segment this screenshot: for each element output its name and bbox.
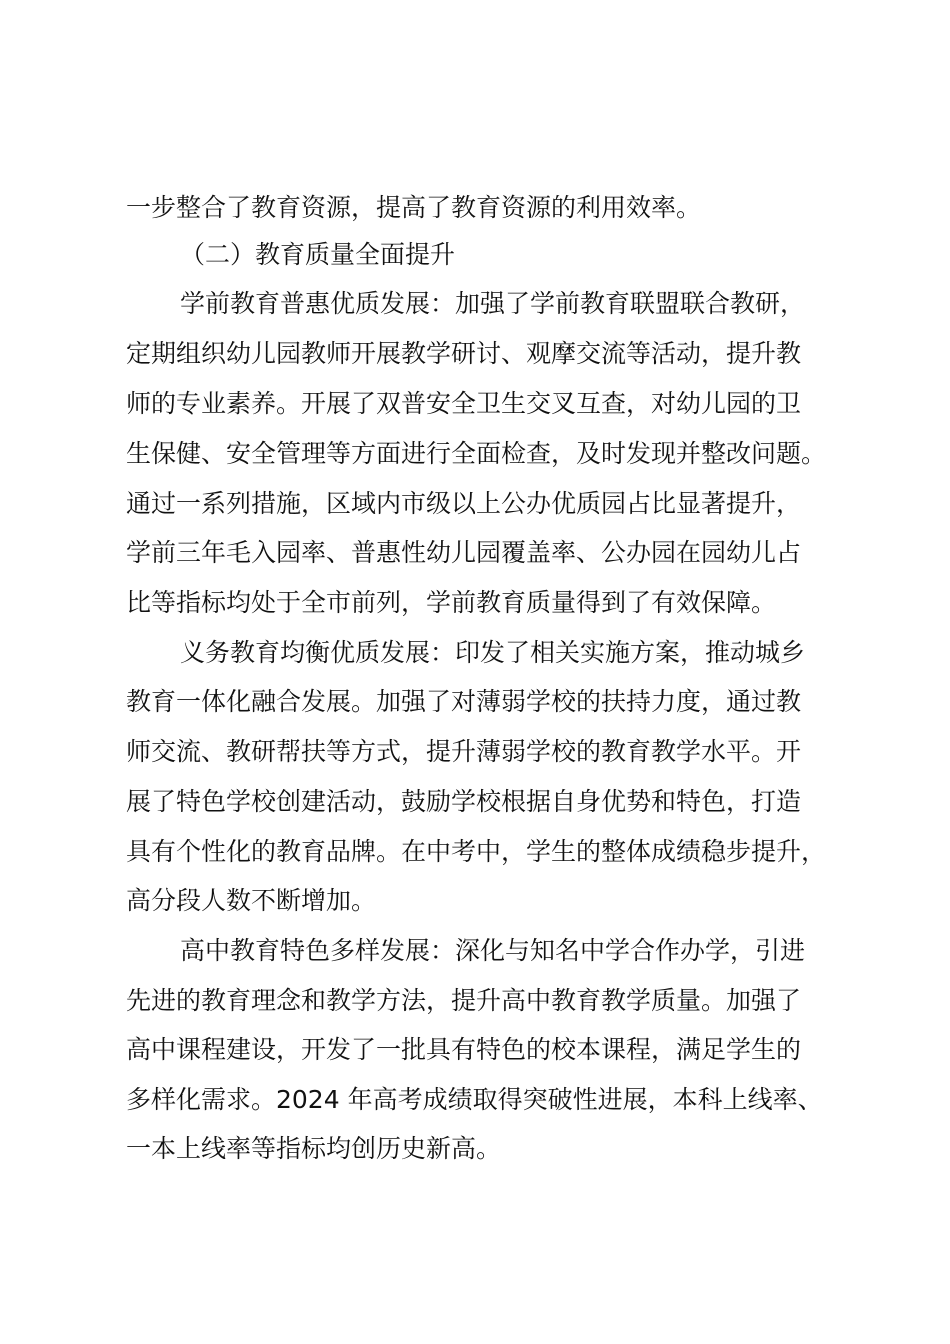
text-line: 义务教育均衡优质发展：印发了相关实施方案，推动城乡	[180, 638, 806, 667]
text-line: 高中课程建设，开发了一批具有特色的校本课程，满足学生的	[126, 1035, 802, 1064]
text-line: 比等指标均处于全市前列，学前教育质量得到了有效保障。	[126, 588, 777, 617]
text-line: 师交流、教研帮扶等方式，提升薄弱学校的教育教学水平。开	[126, 737, 802, 766]
text-line: 定期组织幼儿园教师开展教学研讨、观摩交流等活动，提升教	[126, 339, 802, 368]
section-heading: （二）教育质量全面提升	[180, 240, 456, 269]
text-line: 一步整合了教育资源，提高了教育资源的利用效率。	[126, 193, 702, 222]
text-line: 生保健、安全管理等方面进行全面检查，及时发现并整改问题。	[126, 439, 827, 468]
text-line: 教育一体化融合发展。加强了对薄弱学校的扶持力度，通过教	[126, 687, 802, 716]
text-line: 师的专业素养。开展了双普安全卫生交叉互查，对幼儿园的卫	[126, 389, 802, 418]
text-line: 通过一系列措施，区域内市级以上公办优质园占比显著提升，	[126, 489, 802, 518]
text-line: 高中教育特色多样发展：深化与知名中学合作办学，引进	[180, 936, 806, 965]
text-line: 高分段人数不断增加。	[126, 886, 377, 915]
text-line: 先进的教育理念和教学方法，提升高中教育教学质量。加强了	[126, 986, 802, 1015]
text-line: 学前三年毛入园率、普惠性幼儿园覆盖率、公办园在园幼儿占	[126, 538, 802, 567]
text-line: 多样化需求。2024 年高考成绩取得突破性进展，本科上线率、	[126, 1085, 823, 1114]
text-line: 具有个性化的教育品牌。在中考中，学生的整体成绩稳步提升，	[126, 837, 827, 866]
text-line: 展了特色学校创建活动，鼓励学校根据自身优势和特色，打造	[126, 787, 802, 816]
text-line: 学前教育普惠优质发展：加强了学前教育联盟联合教研，	[180, 289, 806, 318]
text-line: 一本上线率等指标均创历史新高。	[126, 1134, 502, 1163]
